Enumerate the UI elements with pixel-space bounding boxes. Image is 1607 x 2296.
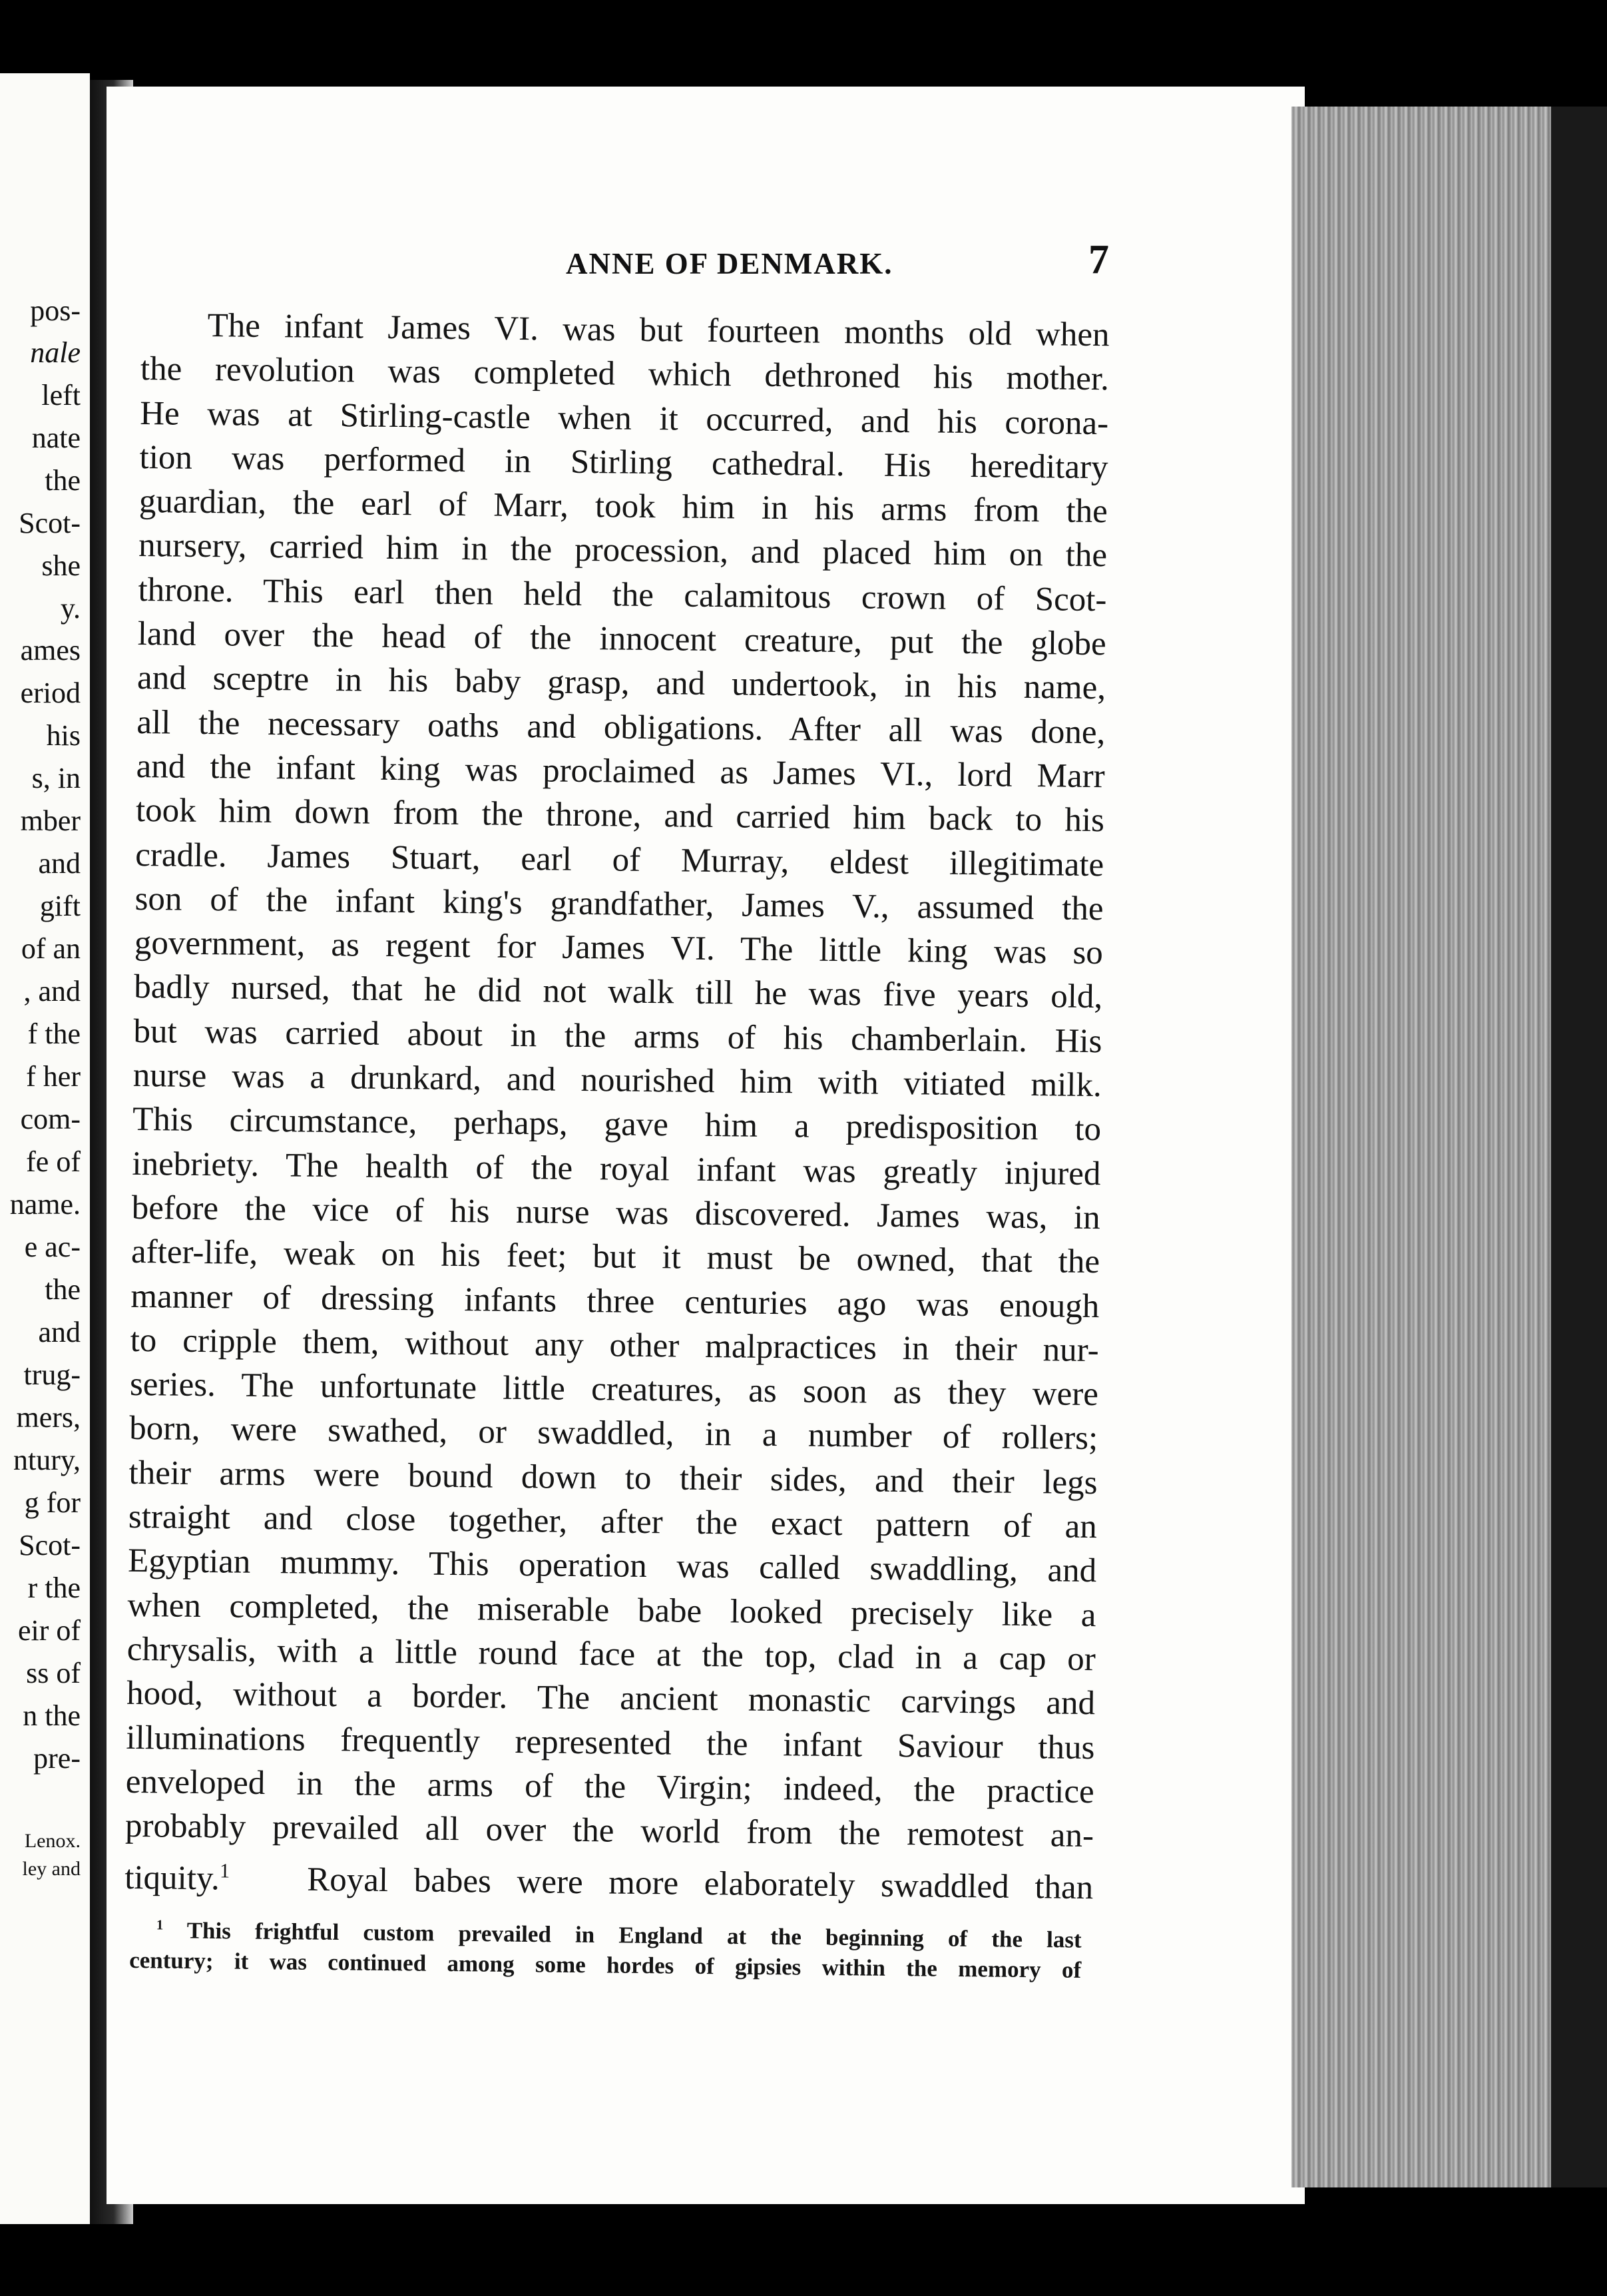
text-line: hood, without a border. The ancient monastic carvings and <box>126 1675 1096 1723</box>
left-page-fragment: ames <box>20 634 81 667</box>
left-page-note: ley and <box>22 1858 81 1880</box>
text-line: probably prevailed all over the world from the remotest an- <box>124 1807 1094 1855</box>
footnote <box>129 1910 1082 1985</box>
footnote-line: century; it was continued among some hordes of gipsies within the memory of <box>129 1946 1082 1983</box>
left-page-fragment: eriod <box>20 677 81 709</box>
text-line: series. The unfortunate little creatures, as soon as they were <box>129 1366 1099 1414</box>
text-line: the revolution was completed which dethroned his mother. <box>140 350 1110 398</box>
text-line-with-footnote-ref <box>124 1848 1094 1907</box>
left-page-fragment: of an <box>21 932 81 965</box>
left-page-fragment: nate <box>31 422 81 454</box>
text-line: straight and close together, after the exact pattern of an <box>128 1498 1098 1546</box>
text-line: tion was performed in Stirling cathedral. His hereditary <box>139 438 1108 487</box>
running-head: ANNE OF DENMARK. <box>566 247 893 280</box>
scan-border <box>1551 107 1607 2187</box>
text-line: chrysalis, with a little round face at the top, clad in a cap or <box>126 1630 1096 1679</box>
left-page-fragment: fe of <box>26 1145 81 1178</box>
text-line: and the infant king was proclaimed as James VI., lord Marr <box>136 747 1105 796</box>
text-line: and sceptre in his baby grasp, and undertook, in his name, <box>136 659 1106 707</box>
text-line: guardian, the earl of Marr, took him in his arms from the <box>138 483 1108 531</box>
text-line: took him down from the throne, and carried him back to his <box>135 792 1105 840</box>
page-edges <box>1291 107 1571 2187</box>
text-line: cradle. James Stuart, earl of Murray, eldest illegitimate <box>135 836 1104 884</box>
left-page-fragment: gift <box>39 890 81 922</box>
left-page-fragment: trug- <box>23 1358 81 1391</box>
left-page-fragment: ss of <box>26 1657 81 1689</box>
left-page-fragment: pos- <box>30 294 81 327</box>
text-line: inebriety. The health of the royal infant was greatly injured <box>132 1145 1101 1193</box>
left-page-fragment: r the <box>27 1572 81 1604</box>
text-line: son of the infant king's grandfather, James V., assumed the <box>134 880 1104 928</box>
text-line: born, were swathed, or swaddled, in a number of rollers; <box>129 1410 1098 1458</box>
left-page-fragment: e ac- <box>24 1231 81 1263</box>
left-page-fragment: com- <box>20 1103 81 1135</box>
page-number: 7 <box>1088 237 1109 282</box>
text-line: enveloped in the arms of the Virgin; indeed, the practice <box>125 1763 1094 1811</box>
text-line: but was carried about in the arms of his chamberlain. His <box>133 1012 1102 1060</box>
text-line: illuminations frequently represented the infant Saviour thus <box>126 1719 1095 1767</box>
left-page-fragment: and <box>38 847 81 880</box>
footnote-reference: 1 <box>219 1859 230 1882</box>
left-page-fragment: pre- <box>33 1742 81 1775</box>
text-fragment: Royal babes were more elaborately swaddled than <box>306 1861 1094 1907</box>
left-page-fragment: Scot- <box>19 1529 81 1562</box>
left-page-fragment: eir of <box>17 1614 81 1647</box>
text-line: The infant James VI. was but fourteen months old when <box>207 307 1110 354</box>
left-page-fragment: , and <box>23 975 81 1007</box>
left-page-fragment: name. <box>9 1188 81 1221</box>
left-page-fragment: mber <box>20 804 81 837</box>
left-page-fragment: nale <box>30 336 81 369</box>
left-page-fragment: the <box>45 464 81 497</box>
left-page-fragment: f the <box>27 1017 81 1050</box>
text-line: badly nursed, that he did not walk till he was five years old, <box>133 968 1103 1016</box>
text-line: their arms were bound down to their sides, and their legs <box>128 1454 1098 1502</box>
left-page-fragment: and <box>38 1316 81 1348</box>
text-fragment: tiquity. <box>124 1859 220 1898</box>
left-page-fragment: Scot- <box>19 507 81 539</box>
text-line: before the vice of his nurse was discovered. James was, in <box>131 1189 1100 1237</box>
left-page-fragment: f her <box>26 1060 81 1093</box>
left-page-fragment: left <box>41 379 81 412</box>
text-line: land over the head of the innocent creature, put the globe <box>137 615 1107 663</box>
left-page-fragment: s, in <box>31 762 81 794</box>
left-page-fragment: she <box>41 549 81 582</box>
text-line: manner of dressing infants three centuries ago was enough <box>130 1277 1100 1325</box>
text-line: after-life, weak on his feet; but it must be owned, that the <box>130 1233 1100 1281</box>
footnote-text: This frightful custom prevailed in England at the beginning of the last <box>186 1917 1082 1953</box>
left-facing-page <box>0 73 90 2224</box>
text-line: This circumstance, perhaps, gave him a predisposition to <box>132 1101 1102 1149</box>
left-page-fragment: mers, <box>16 1401 81 1434</box>
text-line: nurse was a drunkard, and nourished him with vitiated milk. <box>132 1056 1102 1105</box>
text-line: He was at Stirling-castle when it occurred, and his corona- <box>139 394 1109 442</box>
left-page-fragment: g for <box>24 1486 81 1519</box>
left-page-fragment: his <box>46 719 81 752</box>
text-line: to cripple them, without any other malpractices in their nur- <box>130 1321 1099 1369</box>
text-line: nursery, carried him in the procession, and placed him on the <box>138 527 1108 575</box>
left-page-fragment: n the <box>23 1699 81 1732</box>
body-text <box>124 303 1110 1907</box>
left-page-note: Lenox. <box>24 1830 81 1852</box>
left-page-fragment: ntury, <box>13 1444 81 1476</box>
footnote-marker: 1 <box>156 1916 164 1933</box>
text-line: throne. This earl then held the calamitous crown of Scot- <box>138 571 1107 619</box>
left-page-fragment: the <box>45 1273 81 1306</box>
text-line: when completed, the miserable babe looked precisely like a <box>127 1586 1096 1634</box>
text-line: government, as regent for James VI. The little king was so <box>134 924 1104 972</box>
left-page-fragment: y. <box>60 592 81 625</box>
text-line: Egyptian mummy. This operation was called swaddling, and <box>127 1542 1097 1590</box>
text-line: all the necessary oaths and obligations. After all was done, <box>136 703 1106 751</box>
